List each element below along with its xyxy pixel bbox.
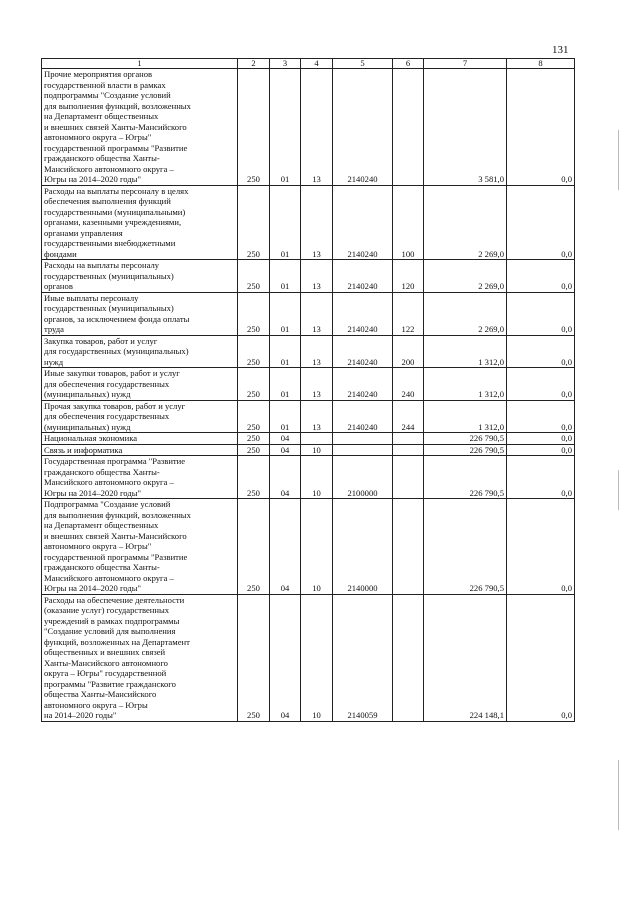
budget-table <box>41 58 575 722</box>
cell-c2: 250 <box>238 444 270 456</box>
column-header: 7 <box>424 59 507 69</box>
cell-c7: 1 312,0 <box>424 368 507 401</box>
cell-c2: 250 <box>238 335 270 368</box>
cell-c4: 10 <box>301 499 333 595</box>
column-header: 5 <box>333 59 393 69</box>
row-name: Расходы на выплаты персоналу государственных (муниципальных) органов <box>42 260 238 293</box>
cell-c6: 240 <box>393 368 424 401</box>
column-header: 1 <box>42 59 238 69</box>
cell-c5 <box>333 433 393 445</box>
cell-c2: 250 <box>238 292 270 335</box>
table-row <box>42 69 575 186</box>
cell-c7: 2 269,0 <box>424 185 507 260</box>
table-row <box>42 335 575 368</box>
cell-c2: 250 <box>238 433 270 445</box>
cell-c2: 250 <box>238 594 270 721</box>
cell-c8: 0,0 <box>507 185 575 260</box>
cell-c5: 2140240 <box>333 368 393 401</box>
cell-c2: 250 <box>238 400 270 433</box>
cell-c5 <box>333 444 393 456</box>
row-name: Расходы на выплаты персоналу в целях обеспечения выполнения функций государственными (муниципальными) органами, казенными учреждениями, органами управления государственными внебюджетными фондами <box>42 185 238 260</box>
row-name: Связь и информатика <box>42 444 238 456</box>
cell-c5: 2140240 <box>333 260 393 293</box>
cell-c3: 01 <box>270 69 301 186</box>
cell-c3: 04 <box>270 594 301 721</box>
column-header: 8 <box>507 59 575 69</box>
cell-c5: 2140059 <box>333 594 393 721</box>
cell-c3: 01 <box>270 335 301 368</box>
row-name: Государственная программа "Развитие гражданского общества Ханты- Мансийского автономного округа – Югры на 2014–2020 годы" <box>42 456 238 499</box>
cell-c3: 01 <box>270 185 301 260</box>
cell-c7: 1 312,0 <box>424 335 507 368</box>
cell-c4: 13 <box>301 400 333 433</box>
cell-c7: 2 269,0 <box>424 292 507 335</box>
table-row <box>42 499 575 595</box>
cell-c3: 04 <box>270 433 301 445</box>
cell-c8: 0,0 <box>507 260 575 293</box>
cell-c4: 10 <box>301 456 333 499</box>
cell-c4: 13 <box>301 292 333 335</box>
table-row <box>42 400 575 433</box>
cell-c8: 0,0 <box>507 69 575 186</box>
cell-c3: 01 <box>270 292 301 335</box>
cell-c7: 226 790,5 <box>424 456 507 499</box>
cell-c3: 01 <box>270 368 301 401</box>
cell-c3: 01 <box>270 260 301 293</box>
table-row <box>42 433 575 445</box>
cell-c2: 250 <box>238 499 270 595</box>
cell-c7: 226 790,5 <box>424 499 507 595</box>
table-row <box>42 594 575 721</box>
cell-c5: 2140240 <box>333 185 393 260</box>
cell-c5: 2100000 <box>333 456 393 499</box>
cell-c5: 2140240 <box>333 335 393 368</box>
cell-c7: 226 790,5 <box>424 433 507 445</box>
cell-c7: 1 312,0 <box>424 400 507 433</box>
cell-c4 <box>301 433 333 445</box>
page-number: 131 <box>552 44 569 56</box>
cell-c6 <box>393 444 424 456</box>
cell-c8: 0,0 <box>507 456 575 499</box>
table-row <box>42 260 575 293</box>
cell-c3: 04 <box>270 444 301 456</box>
column-header: 3 <box>270 59 301 69</box>
table-row <box>42 185 575 260</box>
row-name: Иные закупки товаров, работ и услуг для обеспечения государственных (муниципальных) нужд <box>42 368 238 401</box>
row-name: Прочая закупка товаров, работ и услуг для обеспечения государственных (муниципальных) нужд <box>42 400 238 433</box>
cell-c2: 250 <box>238 185 270 260</box>
cell-c6 <box>393 433 424 445</box>
cell-c8: 0,0 <box>507 499 575 595</box>
cell-c7: 3 581,0 <box>424 69 507 186</box>
cell-c4: 13 <box>301 260 333 293</box>
cell-c3: 04 <box>270 456 301 499</box>
cell-c7: 224 148,1 <box>424 594 507 721</box>
cell-c6: 120 <box>393 260 424 293</box>
cell-c4: 13 <box>301 185 333 260</box>
cell-c8: 0,0 <box>507 594 575 721</box>
row-name: Подпрограмма "Создание условий для выполнения функций, возложенных на Департамент общественных и внешних связей Ханты-Мансийского автономного округа – Югры" государственной программы "Развитие гражданского общества Ханты- Мансийского автономного округа – Югры на 2014–2020 годы" <box>42 499 238 595</box>
row-name: Иные выплаты персоналу государственных (муниципальных) органов, за исключением фонда оплаты труда <box>42 292 238 335</box>
cell-c7: 2 269,0 <box>424 260 507 293</box>
table-row <box>42 292 575 335</box>
scan-edge-mark <box>618 130 619 190</box>
scan-edge-mark <box>618 760 619 830</box>
cell-c6: 200 <box>393 335 424 368</box>
cell-c2: 250 <box>238 456 270 499</box>
cell-c5: 2140240 <box>333 292 393 335</box>
cell-c5: 2140240 <box>333 400 393 433</box>
cell-c6 <box>393 594 424 721</box>
cell-c8: 0,0 <box>507 400 575 433</box>
row-name: Национальная экономика <box>42 433 238 445</box>
cell-c8: 0,0 <box>507 433 575 445</box>
cell-c6: 100 <box>393 185 424 260</box>
cell-c2: 250 <box>238 368 270 401</box>
cell-c8: 0,0 <box>507 368 575 401</box>
scan-edge-mark <box>618 470 619 510</box>
cell-c4: 10 <box>301 594 333 721</box>
column-header: 6 <box>393 59 424 69</box>
column-header: 4 <box>301 59 333 69</box>
cell-c7: 226 790,5 <box>424 444 507 456</box>
cell-c6: 122 <box>393 292 424 335</box>
row-name: Прочие мероприятия органов государственной власти в рамках подпрограммы "Создание условий для выполнения функций, возложенных на Департамент общественных и внешних связей Ханты-Мансийского автономного округа – Югры" государственной программы "Развитие гражданского общества Ханты- Мансийского автономного округа – Югры на 2014–2020 годы" <box>42 69 238 186</box>
row-name: Закупка товаров, работ и услуг для государственных (муниципальных) нужд <box>42 335 238 368</box>
column-header: 2 <box>238 59 270 69</box>
cell-c4: 13 <box>301 69 333 186</box>
table-row <box>42 444 575 456</box>
cell-c5: 2140000 <box>333 499 393 595</box>
row-name: Расходы на обеспечение деятельности (оказание услуг) государственных учреждений в рамках подпрограммы "Создание условий для выполнения функций, возложенных на Департамент общественных и внешних связей Ханты-Мансийского автономного округа – Югры" государственной программы "Развитие гражданского общества Ханты-Мансийского автономного округа – Югры на 2014–2020 годы" <box>42 594 238 721</box>
cell-c3: 01 <box>270 400 301 433</box>
cell-c6 <box>393 499 424 595</box>
cell-c6: 244 <box>393 400 424 433</box>
cell-c4: 13 <box>301 368 333 401</box>
cell-c8: 0,0 <box>507 335 575 368</box>
cell-c2: 250 <box>238 69 270 186</box>
table-row <box>42 368 575 401</box>
cell-c6 <box>393 69 424 186</box>
cell-c4: 10 <box>301 444 333 456</box>
cell-c6 <box>393 456 424 499</box>
cell-c8: 0,0 <box>507 292 575 335</box>
table-header-row <box>42 59 575 69</box>
cell-c3: 04 <box>270 499 301 595</box>
table-row <box>42 456 575 499</box>
cell-c4: 13 <box>301 335 333 368</box>
cell-c2: 250 <box>238 260 270 293</box>
cell-c5: 2140240 <box>333 69 393 186</box>
cell-c8: 0,0 <box>507 444 575 456</box>
